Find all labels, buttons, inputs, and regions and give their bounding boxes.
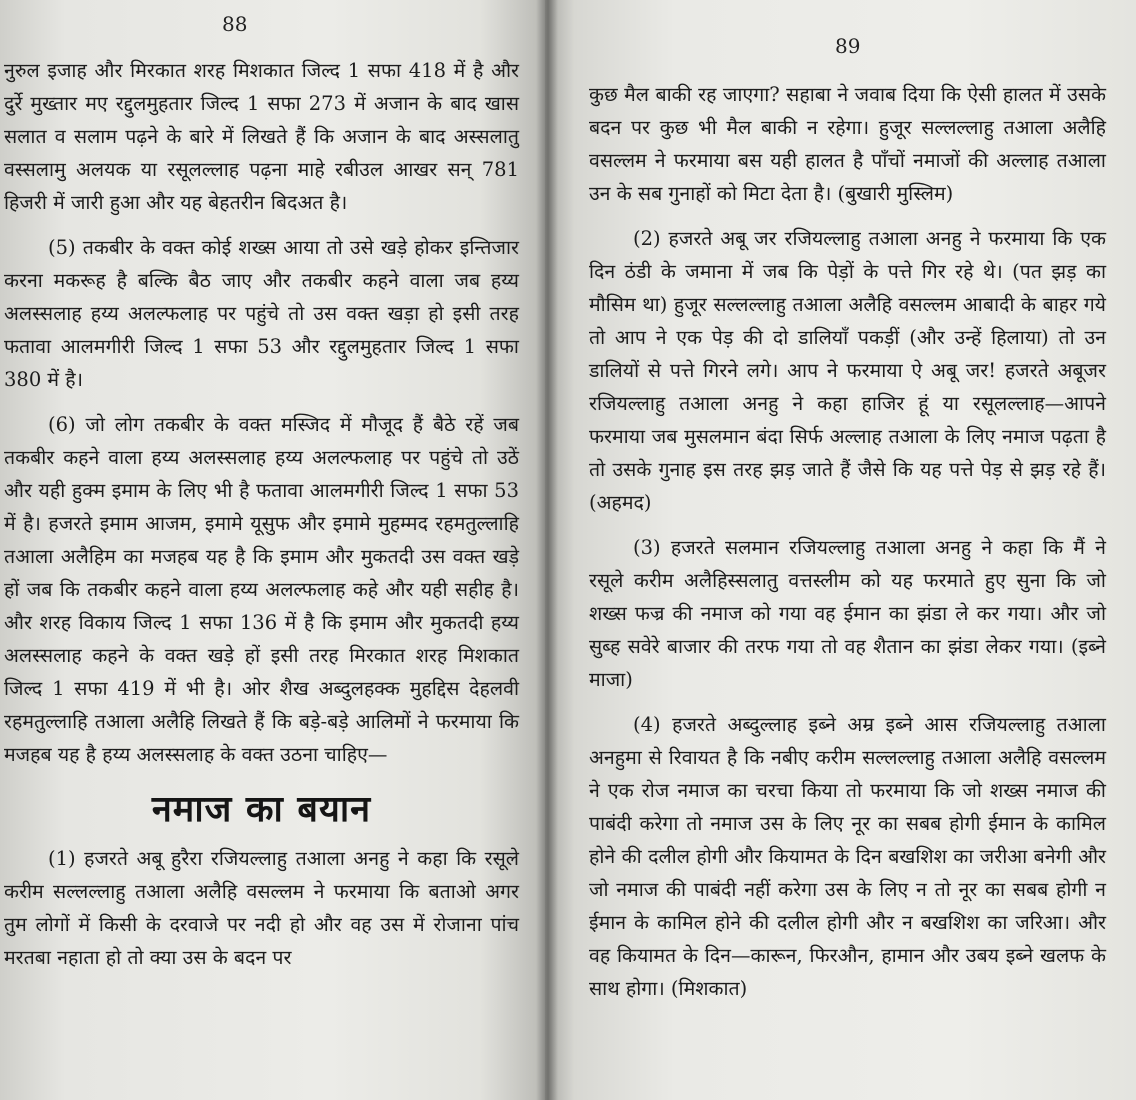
right-paragraph-1: कुछ मैल बाकी रह जाएगा? सहाबा ने जवाब दिया कि ऐसी हालत में उसके बदन पर कुछ भी मैल बाकी न रहेगा। हुजूर सल्लल्लाहु तआला अलैहि वसल्लम ने फरमाया बस यही हालत है पाँचों नमाजों की अल्लाह तआला उन के सब गुनाहों को मिटा देता है। (बुखारी मुस्लिम) [589,83,1106,205]
right-page [545,0,1136,1100]
left-page-number: 88 [222,12,248,36]
right-paragraph-3: (3) हजरते सलमान रजियल्लाहु तआला अनहु ने कहा कि मैं ने रसूले करीम अलैहिस्सलातु वत्तस्लीम को यह फरमाते हुए सुना कि जो शख्स फज्र की नमाज को गया वह ईमान का झंडा ले कर गया। और जो सुब्ह सवेरे बाजार की तरफ गया तो वह शैतान का झंडा लेकर गया। (इब्ने माजा) [589,536,1106,691]
left-paragraph-2: (5) तकबीर के वक्त कोई शख्स आया तो उसे खड़े होकर इन्तिजार करना मकरूह है बल्कि बैठ जाए और तकबीर कहने वाला जब हय्य अलस्सलाह हय्य अलल्फलाह पर पहुंचे तो उस वक्त खड़ा हो इसी तरह फतावा आलमगीरी जिल्द 1 सफा 53 और रद्दुलमुहतार जिल्द 1 सफा 380 में है। [4,236,519,391]
left-paragraph-4: (1) हजरते अबू हुरैरा रजियल्लाहु तआला अनहु ने कहा कि रसूले करीम सल्लल्लाहु तआला अलैहि वसल्लम ने फरमाया कि बताओ अगर तुम लोगों में किसी के दरवाजे पर नदी हो और वह उस में रोजाना पांच मरतबा नहाता हो तो क्या उस के बदन पर [4,847,519,969]
right-page-number: 89 [835,34,861,58]
left-page [0,0,545,1100]
section-heading: नमाज का बयान [151,789,372,830]
left-paragraph-1: नुरुल इजाह और मिरकात शरह मिशकात जिल्द 1 सफा 418 में है और दुर्रे मुख्तार मए रद्दुलमुहतार जिल्द 1 सफा 273 में अजान के बाद खास सलात व सलाम पढ़ने के बारे में लिखते हैं कि अजान के बाद अस्सलातु वस्सलामु अलयक या रसूलल्लाह पढ़ना माहे रबीउल आखर सन् 781 हिजरी में जारी हुआ और यह बेहतरीन बिदअत है। [4,59,519,214]
right-paragraph-2: (2) हजरते अबू जर रजियल्लाहु तआला अनहु ने फरमाया कि एक दिन ठंडी के जमाना में जब कि पेड़ों के पत्ते गिर रहे थे। (पत झड़ का मौसिम था) हुजूर सल्लल्लाहु तआला अलैहि वसल्लम आबादी के बाहर गये तो आप ने एक पेड़ की दो डालियाँ पकड़ीं (और उन्हें हिलाया) तो उन डालियों से पत्ते गिरने लगे। आप ने फरमाया ऐ अबू जर! हजरते अबूजर रजियल्लाहु तआला अनहु ने कहा हाजिर हूं या रसूलल्लाह—आपने फरमाया जब मुसलमान बंदा सिर्फ अल्लाह तआला के लिए नमाज पढ़ता है तो उसके गुनाह इस तरह झड़ जाते हैं जैसे कि यह पत्ते पेड़ से झड़ रहे हैं। (अहमद) [589,227,1106,514]
right-paragraph-4: (4) हजरते अब्दुल्लाह इब्ने अम्र इब्ने आस रजियल्लाहु तआला अनहुमा से रिवायत है कि नबीए करीम सल्लल्लाहु तआला अलैहि वसल्लम ने एक रोज नमाज का चरचा किया तो फरमाया कि जो शख्स नमाज की पाबंदी करेगा तो नमाज उस के लिए नूर का सबब होगी ईमान के कामिल होने की दलील होगी और कियामत के दिन बखशिश का जरीआ बनेगी और जो नमाज की पाबंदी नहीं करेगा उस के लिए न तो नूर का सबब होगी न ईमान के कामिल होने की दलील होगी और न बखशिश का जरिआ। और वह कियामत के दिन—कारून, फिरऔन, हामान और उबय इब्ने खलफ के साथ होगा। (मिशकात) [589,713,1106,1000]
left-paragraph-3: (6) जो लोग तकबीर के वक्त मस्जिद में मौजूद हैं बैठे रहें जब तकबीर कहने वाला हय्य अलस्सलाह हय्य अलल्फलाह पर पहुंचे तो उठें और यही हुक्म इमाम के लिए भी है फतावा आलमगीरी जिल्द 1 सफा 53 में है। हजरते इमाम आजम, इमामे यूसुफ और इमामे मुहम्मद रहमतुल्लाहि तआला अलैहिम का मजहब यह है कि इमाम और मुकतदी उस वक्त खड़े हों जब कि तकबीर कहने वाला हय्य अलल्फलाह कहे और यही सहीह है। और शरह विकाय जिल्द 1 सफा 136 में है कि इमाम और मुकतदी हय्य अलस्सलाह कहने के वक्त खड़े हों इसी तरह मिरकात शरह मिशकात जिल्द 1 सफा 419 में भी है। ओर शैख अब्दुलहक्क मुहद्दिस देहलवी रहमतुल्लाहि तआला अलैहि लिखते हैं कि बड़े-बड़े आलिमों ने फरमाया कि मजहब यह है हय्य अलस्सलाह के वक्त उठना चाहिए— [4,413,519,766]
